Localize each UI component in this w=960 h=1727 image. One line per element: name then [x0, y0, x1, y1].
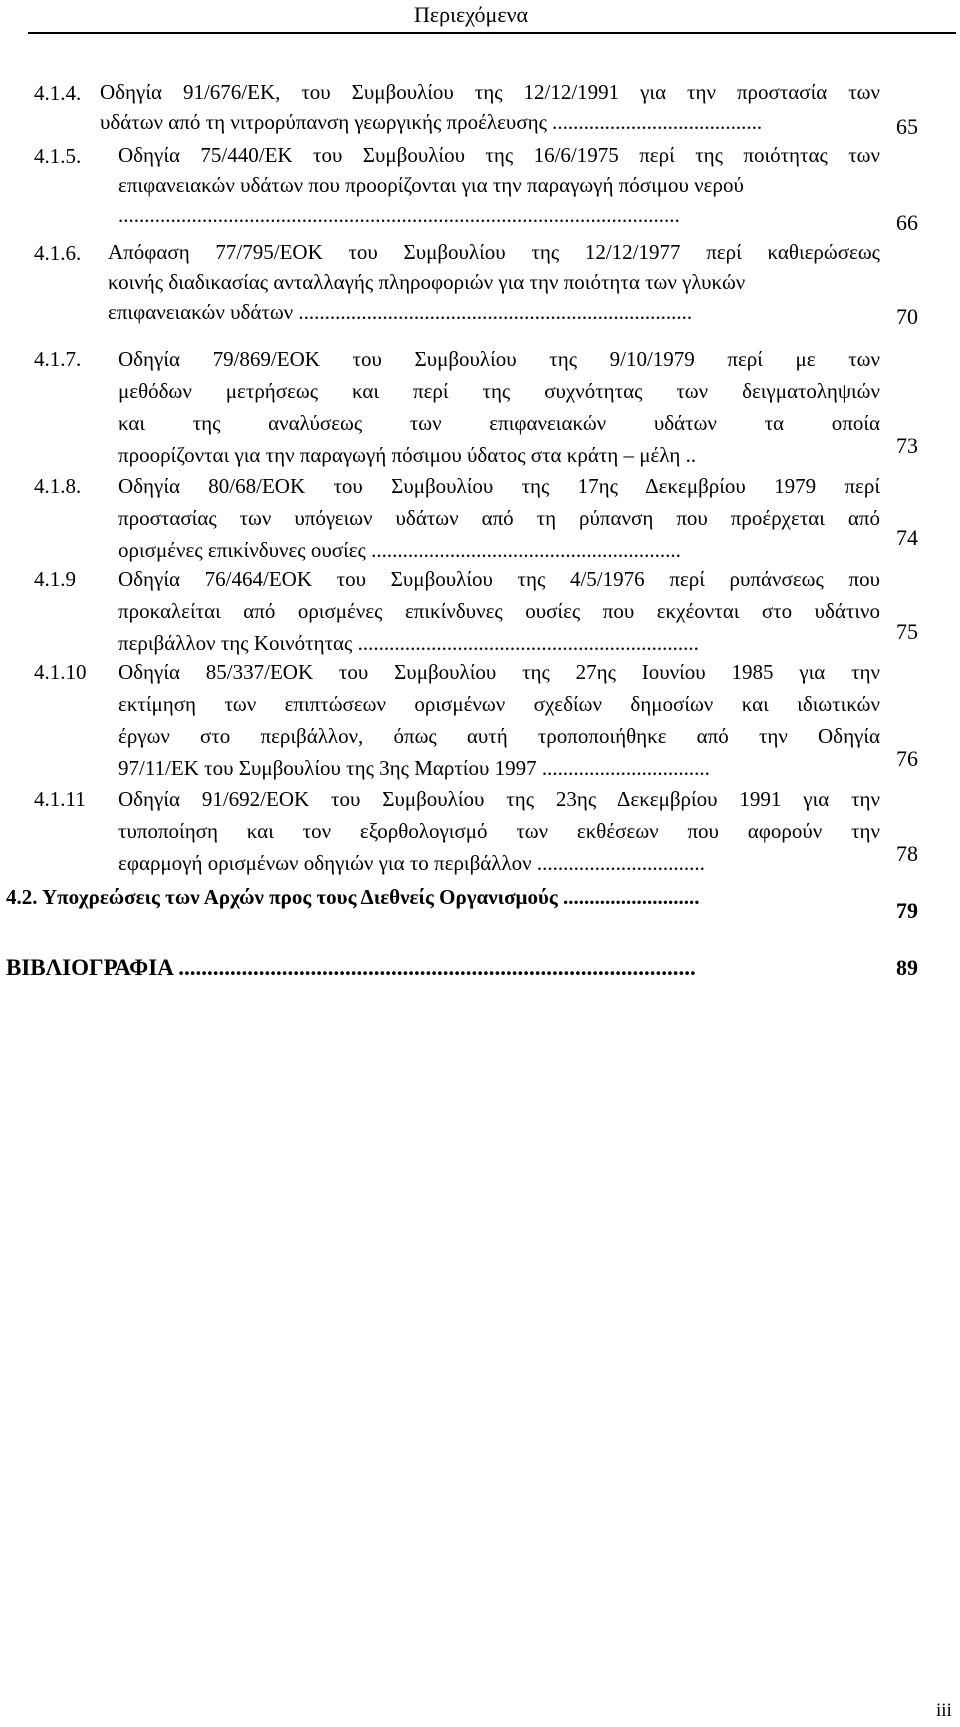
toc-entry-number: 4.1.8. [34, 474, 82, 498]
toc-entry-line: επιφανειακών υδάτων που προορίζονται για την παραγωγή πόσιμου νερού [118, 173, 744, 197]
toc-entry-line: εφαρμογή ορισμένων οδηγιών για το περιβάλλον ................................ [118, 851, 705, 875]
toc-entry-line: προκαλείται από ορισμένες επικίνδυνες ουσίες που εκχέονται στο υδάτινο [118, 599, 880, 623]
header-divider [28, 32, 956, 34]
toc-entry-line: μεθόδων μετρήσεως και περί της συχνότητας των δειγματοληψιών [118, 379, 880, 403]
toc-entry-line: υδάτων από τη νιτρορύπανση γεωργικής προέλευσης ........................................ [100, 110, 763, 134]
toc-page-number: 89 [896, 955, 918, 980]
toc-entry-line: τυποποίηση και τον εξορθολογισμό των εκθέσεων που αφορούν την [118, 819, 880, 843]
toc-entry-line: Οδηγία 85/337/ΕΟΚ του Συμβουλίου της 27ης Ιουνίου 1985 για την [118, 660, 880, 684]
toc-entry-text [118, 563, 880, 659]
toc-entry-text [118, 140, 880, 230]
toc-entry-number: 4.1.11 [34, 787, 86, 811]
toc-bibliography-label: ΒΙΒΛΙΟΓΡΑΦΙΑ .......................................................................................... [6, 955, 696, 980]
toc-entry-line: έργων στο περιβάλλον, όπως αυτή τροποποιήθηκε από την Οδηγία [118, 724, 880, 748]
toc-entry-number: 4.1.7. [34, 347, 82, 371]
toc-entry-number: 4.1.9 [34, 567, 76, 591]
toc-entry-text [118, 783, 880, 879]
toc-bibliography [6, 955, 888, 981]
toc-entry-line: 97/11/ΕΚ του Συμβουλίου της 3ης Μαρτίου 1997 ................................ [118, 756, 710, 780]
toc-section-4-2 [6, 885, 888, 910]
toc-entry-line: περιβάλλον της Κοινότητας ................................................................. [118, 631, 699, 655]
toc-page-number: 70 [896, 304, 918, 329]
page-title: Περιεχόμενα [414, 2, 529, 27]
toc-entry-line: προορίζονται για την παραγωγή πόσιμου ύδατος στα κράτη – μέλη .. [118, 443, 697, 467]
toc-entry-line: Οδηγία 76/464/ΕΟΚ του Συμβουλίου της 4/5/1976 περί ρυπάνσεως που [118, 567, 880, 591]
toc-page-number: 73 [896, 433, 918, 458]
toc-page-number: 78 [896, 841, 918, 866]
toc-entry-text [118, 470, 880, 566]
toc-entry-text [100, 77, 880, 137]
toc-entry-number: 4.1.4. [34, 81, 82, 105]
toc-entry-number: 4.1.6. [34, 241, 82, 265]
toc-entry-line: Οδηγία 91/676/ΕΚ, του Συμβουλίου της 12/12/1991 για την προστασία των [100, 80, 880, 104]
footer-page-number: iii [936, 1700, 952, 1721]
toc-entry-line: επιφανειακών υδάτων ........................................................................... [108, 300, 693, 324]
toc-entry-line: Οδηγία 91/692/ΕΟΚ του Συμβουλίου της 23ης Δεκεμβρίου 1991 για την [118, 787, 880, 811]
toc-entry-line: και της αναλύσεως των επιφανειακών υδάτων τα οποία [118, 411, 880, 435]
toc-entry-line: Οδηγία 75/440/ΕΚ του Συμβουλίου της 16/6/1975 περί της ποιότητας των [118, 143, 880, 167]
toc-section-label: 4.2. Υποχρεώσεις των Αρχών προς τους Διεθνείς Οργανισμούς .......................... [6, 885, 700, 909]
toc-entry-line: προστασίας των υπόγειων υδάτων από τη ρύπανση που προέρχεται από [118, 506, 880, 530]
toc-entry-text [108, 237, 880, 327]
toc-entry-line: Απόφαση 77/795/ΕΟΚ του Συμβουλίου της 12/12/1977 περί καθιερώσεως [108, 240, 880, 264]
toc-entry-text [118, 656, 880, 784]
toc-entry-number: 4.1.10 [34, 660, 87, 684]
toc-page-number: 76 [896, 746, 918, 771]
toc-entry-line: Οδηγία 79/869/ΕΟΚ του Συμβουλίου της 9/10/1979 περί με των [118, 347, 880, 371]
toc-page-number: 75 [896, 619, 918, 644]
toc-entry-line: ορισμένες επικίνδυνες ουσίες ........................................................... [118, 538, 681, 562]
toc-page-number: 79 [896, 898, 918, 923]
page-header [0, 0, 960, 36]
toc-entry-text [118, 343, 880, 471]
toc-entry-number: 4.1.5. [34, 144, 82, 168]
toc-page-number: 66 [896, 210, 918, 235]
toc-entry-line: Οδηγία 80/68/ΕΟΚ του Συμβουλίου της 17ης Δεκεμβρίου 1979 περί [118, 474, 880, 498]
toc-page-number: 74 [896, 525, 918, 550]
toc-page-number: 65 [896, 114, 918, 139]
toc-entry-line: εκτίμηση των επιπτώσεων ορισμένων σχεδίων δημοσίων και ιδιωτικών [118, 692, 880, 716]
toc-entry-line: κοινής διαδικασίας ανταλλαγής πληροφοριών για την ποιότητα των γλυκών [108, 270, 746, 294]
toc-entry-line: ........................................................................................................... [118, 203, 680, 227]
